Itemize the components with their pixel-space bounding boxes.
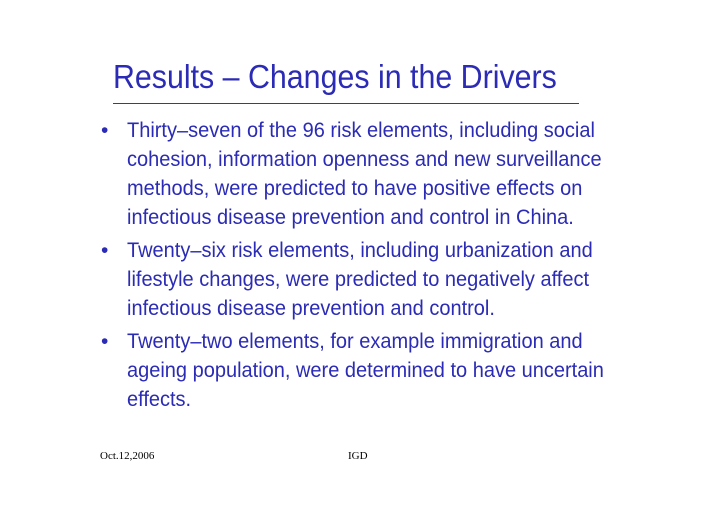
bullet-item xyxy=(100,116,640,232)
bullet-list xyxy=(100,116,640,418)
footer-label: IGD xyxy=(348,450,368,462)
footer-date: Oct.12,2006 xyxy=(100,450,155,462)
bullet-icon: • xyxy=(101,119,109,142)
bullet-item xyxy=(100,236,640,323)
bullet-icon: • xyxy=(101,330,109,353)
bullet-text: Thirty–seven of the 96 risk elements, including social cohesion, information openness and new surveillance methods, were predicted to have positive effects on infectious disease prevention and control in China. xyxy=(127,118,602,229)
bullet-text: Twenty–six risk elements, including urbanization and lifestyle changes, were predicted to negatively affect infectious disease prevention and control. xyxy=(127,238,593,320)
bullet-text: Twenty–two elements, for example immigration and ageing population, were determined to have uncertain effects. xyxy=(127,329,604,411)
title-underline xyxy=(113,103,579,104)
slide-title: Results – Changes in the Drivers xyxy=(113,58,557,95)
bullet-icon: • xyxy=(101,239,109,262)
bullet-item xyxy=(100,327,640,414)
